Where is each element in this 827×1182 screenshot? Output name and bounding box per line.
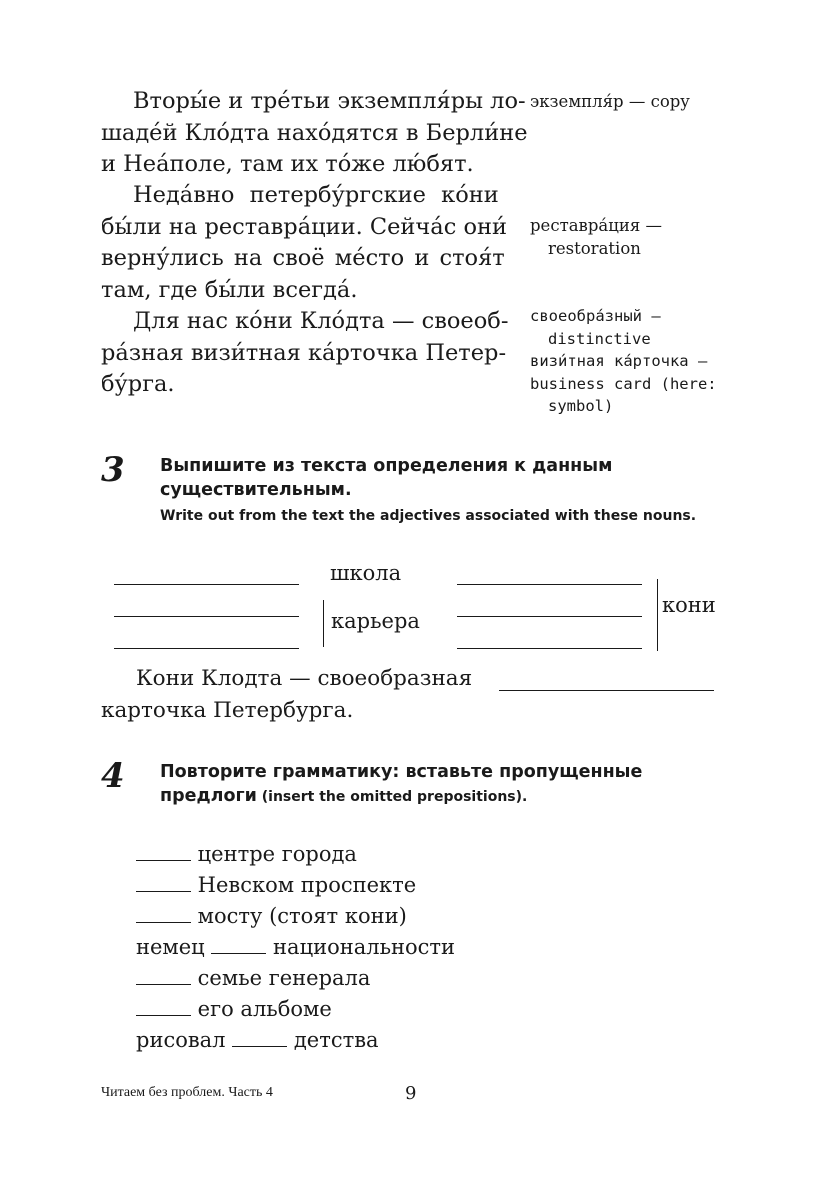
text-line: там, где бы́ли всегда́. (101, 276, 358, 303)
bracket-divider (323, 600, 324, 647)
answer-blank[interactable] (457, 616, 642, 617)
gloss-line: своеобра́зный — (530, 307, 661, 325)
exercise-4-title-note: (insert the omitted prepositions). (256, 789, 528, 805)
answer-blank[interactable] (232, 1029, 287, 1047)
exercise-4-title-line (160, 784, 642, 809)
exercise-3-subtitle: Write out from the text the adjectives associated with these nouns. (160, 508, 697, 524)
answer-blank[interactable] (136, 905, 191, 923)
noun-career: карьера (331, 609, 420, 633)
list-item (136, 932, 455, 963)
answer-blank[interactable] (457, 648, 642, 649)
exercise-3-title-line: существительным. (160, 480, 352, 500)
answer-blank[interactable] (114, 584, 299, 585)
footer-book-title: Читаем без проблем. Часть 4 (101, 1085, 273, 1100)
gloss-line: реставра́ция — (530, 216, 662, 235)
item-prefix: немец (136, 935, 212, 959)
list-item (136, 963, 455, 994)
reading-paragraph-2 (101, 180, 507, 306)
answer-blank[interactable] (136, 843, 191, 861)
list-item (136, 839, 455, 870)
list-item (136, 994, 455, 1025)
answer-blank[interactable] (499, 690, 714, 691)
bracket-divider (657, 579, 658, 651)
gloss-entry-restoration (530, 214, 662, 260)
text-line: ра́зная визи́тная ка́рточка Петер- (101, 339, 507, 366)
item-prefix: рисовал (136, 1028, 233, 1052)
list-item (136, 1025, 455, 1056)
text-line: и Неа́поле, там их то́же лю́бят. (101, 151, 474, 177)
exercise-4-list (136, 839, 455, 1056)
gloss-line: restoration (548, 239, 641, 258)
answer-blank[interactable] (136, 874, 191, 892)
exercise-4-number: 4 (101, 756, 125, 796)
answer-blank[interactable] (114, 648, 299, 649)
gloss-entry-copy (530, 91, 690, 114)
exercise-3-title (160, 454, 612, 502)
text-line: бу́рга. (101, 371, 175, 397)
gloss-entry-distinctive (530, 305, 717, 418)
item-text: Невском проспекте (191, 873, 417, 897)
item-text: национальности (266, 935, 456, 959)
exercise-4-title-bold: предлоги (160, 786, 257, 806)
text-line: верну́лись на своё ме́сто и стоя́т (101, 245, 505, 271)
item-text: детства (287, 1028, 379, 1052)
gloss-line: визи́тная ка́рточка — (530, 352, 708, 370)
text-line: Вторы́е и тре́тьи экземпля́ры ло- (133, 88, 526, 114)
item-text: его альбоме (191, 997, 332, 1021)
text-line: шаде́й Кло́дта нахо́дятся в Берли́не (101, 119, 528, 146)
text-line: Для нас ко́ни Кло́дта — своеоб- (133, 308, 509, 334)
answer-blank[interactable] (457, 584, 642, 585)
gloss-line: symbol) (548, 397, 614, 415)
gloss-line: distinctive (548, 329, 651, 348)
answer-blank[interactable] (114, 616, 299, 617)
text-line: Неда́вно петербу́ргские ко́ни (133, 182, 499, 208)
exercise-4-title-line: Повторите грамматику: вставьте пропущенные (160, 762, 643, 782)
gloss-line: экземпля́р — copy (530, 92, 690, 111)
item-text: мосту (стоят кони) (191, 904, 407, 928)
exercise-3-sentence-start: Кони Клодта — своеобразная (136, 666, 473, 691)
exercise-3-title-line: Выпишите из текста определения к данным (160, 456, 613, 476)
exercise-3-number: 3 (101, 450, 125, 490)
noun-school: школа (330, 561, 402, 585)
item-text: центре города (191, 842, 357, 866)
exercise-4-title (160, 760, 642, 809)
list-item (136, 870, 455, 901)
answer-blank[interactable] (136, 967, 191, 985)
reading-paragraph-1 (101, 86, 528, 181)
item-text: семье генерала (191, 966, 371, 990)
noun-horses: кони (662, 593, 716, 617)
text-line: бы́ли на реставра́ции. Сейча́с они́ (101, 213, 507, 240)
gloss-line: business card (here: (530, 374, 717, 393)
answer-blank[interactable] (136, 998, 191, 1016)
exercise-3-sentence-end: карточка Петербурга. (101, 698, 354, 723)
reading-paragraph-3 (101, 306, 507, 401)
page-number: 9 (405, 1083, 417, 1104)
answer-blank[interactable] (211, 936, 266, 954)
list-item (136, 901, 455, 932)
